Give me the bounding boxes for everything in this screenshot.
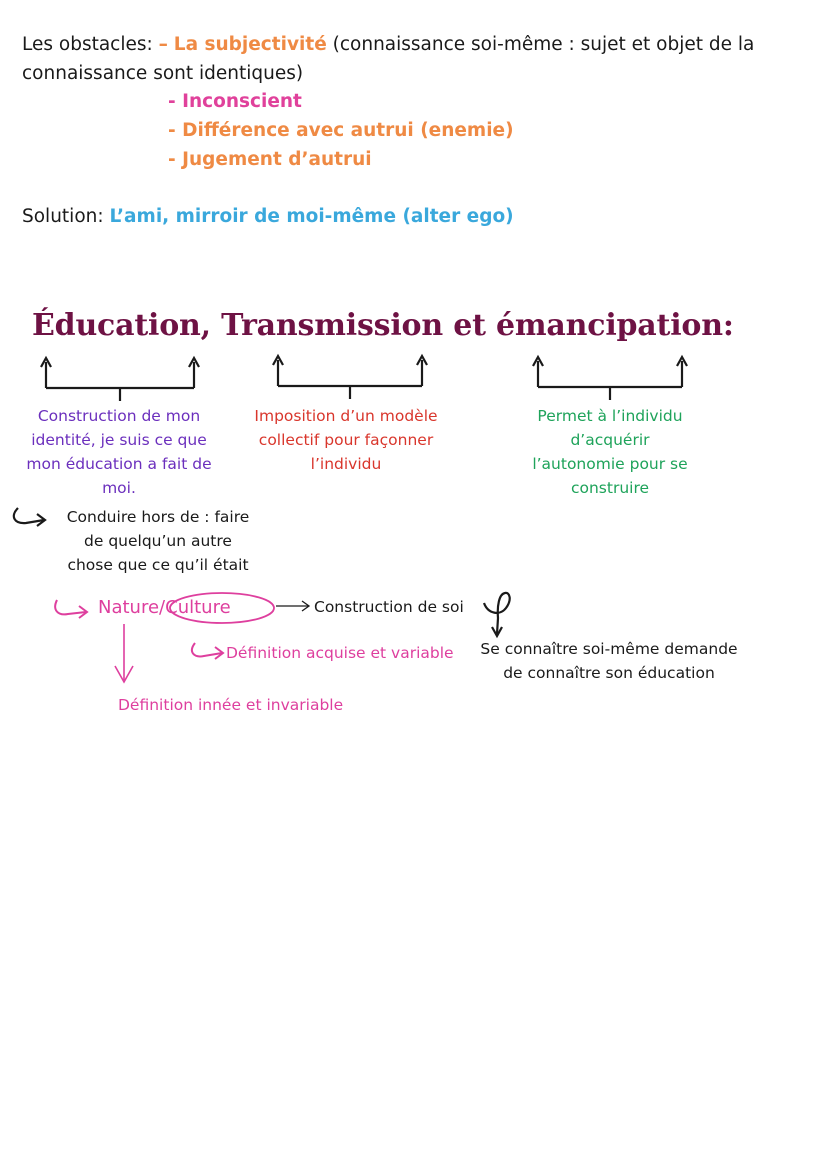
column-line: Construction de mon xyxy=(37,407,201,425)
se-connaitre-line: de connaître son éducation xyxy=(503,664,715,682)
loop-arrow-icon xyxy=(484,593,510,636)
column-line: d’acquérir xyxy=(570,431,650,449)
curved-arrow-icon xyxy=(14,508,45,526)
obstacles-dash: – xyxy=(158,34,168,55)
arrow-down-icon xyxy=(115,624,133,682)
obstacle-jugement: - Jugement d’autrui xyxy=(168,149,372,170)
construction-de-soi: Construction de soi xyxy=(314,598,464,616)
nature-label: Nature xyxy=(98,597,160,618)
curved-arrow-icon xyxy=(55,600,87,618)
column-line: identité, je suis ce que xyxy=(31,431,207,449)
se-connaitre-line: Se connaître soi-même demande xyxy=(480,640,738,658)
column-line: l’individu xyxy=(310,455,382,473)
section-title: Éducation, Transmission et émancipation: xyxy=(32,308,734,343)
culture-label: Culture xyxy=(165,597,231,618)
solution-text: L’ami, mirroir de moi-même (alter ego) xyxy=(109,206,514,227)
bracket-transmission xyxy=(273,356,427,399)
arrow-right-icon xyxy=(276,601,309,611)
column-line: Permet à l’individu xyxy=(537,407,683,425)
bracket-emancipation xyxy=(533,357,687,400)
slash: / xyxy=(159,597,166,618)
obstacle-subjectivite: La subjectivité xyxy=(173,34,327,55)
obstacle-inconscient: - Inconscient xyxy=(168,91,302,112)
curved-arrow-icon xyxy=(192,643,223,659)
culture-circle xyxy=(170,593,274,623)
definition-innee: Définition innée et invariable xyxy=(118,696,344,714)
obstacles-label: Les obstacles: xyxy=(22,34,153,55)
solution-label: Solution: xyxy=(22,206,104,227)
column-line: collectif pour façonner xyxy=(258,431,434,449)
column-line: moi. xyxy=(102,479,136,497)
column-line: l’autonomie pour se xyxy=(532,455,688,473)
conduire-line: chose que ce qu’il était xyxy=(67,556,249,574)
column-line: construire xyxy=(570,479,650,497)
conduire-line: de quelqu’un autre xyxy=(84,532,232,550)
column-line: Imposition d’un modèle xyxy=(254,407,438,425)
conduire-line: Conduire hors de : faire xyxy=(66,508,250,526)
obstacles-line-2: connaissance sont identiques) xyxy=(22,63,304,84)
definition-acquise: Définition acquise et variable xyxy=(226,644,454,662)
obstacle-difference: - Différence avec autrui (enemie) xyxy=(168,120,514,141)
bracket-education xyxy=(41,358,199,401)
column-line: mon éducation a fait de xyxy=(26,455,212,473)
obstacle-subjectivite-desc: (connaissance soi-même : sujet et objet de la xyxy=(332,34,755,55)
